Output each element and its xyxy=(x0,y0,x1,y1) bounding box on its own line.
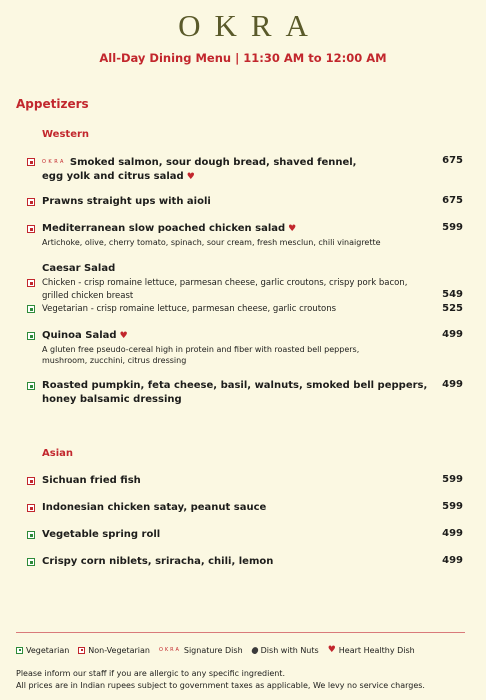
legend-label: Signature Dish xyxy=(183,645,243,655)
caesar-chicken-price: 549 xyxy=(442,289,463,300)
legend-signature xyxy=(159,646,243,655)
non-veg-icon xyxy=(27,279,35,287)
heart-icon: ♥ xyxy=(119,331,128,341)
non-veg-icon xyxy=(27,198,35,206)
item-name-line2: egg yolk and citrus salad xyxy=(42,171,184,182)
item-name: Mediterranean slow poached chicken salad xyxy=(42,223,286,234)
footer-divider xyxy=(16,632,465,633)
item-description: Artichoke, olive, cherry tomato, spinach, sour cream, fresh mesclun, chili vinaigrette xyxy=(42,238,381,247)
veg-icon xyxy=(27,332,35,340)
caesar-chicken-line1: Chicken - crisp romaine lettuce, parmesan cheese, garlic croutons, crispy pork bacon, xyxy=(42,278,408,288)
non-veg-icon xyxy=(27,225,35,233)
non-veg-icon xyxy=(27,158,35,166)
brand-logo: OKRA xyxy=(178,8,322,43)
menu-subtitle: All-Day Dining Menu | 11:30 AM to 12:00 AM xyxy=(99,51,387,65)
item-description-line2: mushroom, zucchini, citrus dressing xyxy=(42,356,187,365)
item-name-line1: Roasted pumpkin, feta cheese, basil, walnuts, smoked bell peppers, xyxy=(42,380,428,391)
item-name: Caesar Salad xyxy=(42,263,116,274)
item-price: 499 xyxy=(442,555,463,566)
group-title-western: Western xyxy=(42,129,90,140)
legend-label: Dish with Nuts xyxy=(260,645,319,655)
legend-heart xyxy=(328,645,415,655)
legend-nuts xyxy=(252,646,319,655)
item-name: Sichuan fried fish xyxy=(42,475,141,486)
item-name: Prawns straight ups with aioli xyxy=(42,196,211,207)
item-price: 675 xyxy=(442,155,463,166)
item-description-line1: A gluten free pseudo-cereal high in protein and fiber with roasted bell peppers, xyxy=(42,345,360,354)
veg-icon xyxy=(27,305,35,313)
signature-dish-icon: OKRA xyxy=(42,159,66,165)
item-price: 499 xyxy=(442,329,463,340)
allergy-note: Please inform our staff if you are allergic to any specific ingredient. xyxy=(16,669,285,678)
non-veg-icon xyxy=(78,647,85,654)
item-name: Crispy corn niblets, sriracha, chili, lemon xyxy=(42,556,274,567)
item-name-line2: honey balsamic dressing xyxy=(42,394,182,405)
group-title-asian: Asian xyxy=(42,448,73,459)
caesar-veg-line: Vegetarian - crisp romaine lettuce, parmesan cheese, garlic croutons xyxy=(42,304,337,314)
item-name: Quinoa Salad xyxy=(42,330,117,341)
item-price: 599 xyxy=(442,474,463,485)
item-price: 499 xyxy=(442,379,463,390)
veg-icon xyxy=(27,382,35,390)
item-name: Indonesian chicken satay, peanut sauce xyxy=(42,502,267,513)
legend-non-vegetarian xyxy=(78,646,150,655)
non-veg-icon xyxy=(27,477,35,485)
item-price: 499 xyxy=(442,528,463,539)
caesar-veg-price: 525 xyxy=(442,303,463,314)
heart-icon: ♥ xyxy=(327,645,336,655)
nut-icon xyxy=(250,645,259,654)
veg-icon xyxy=(27,558,35,566)
item-price: 675 xyxy=(442,195,463,206)
signature-dish-icon: OKRA xyxy=(158,647,181,653)
legend-label: Heart Healthy Dish xyxy=(338,645,415,655)
legend-vegetarian xyxy=(16,646,69,655)
caesar-chicken-line2: grilled chicken breast xyxy=(42,291,134,301)
legend-label: Non-Vegetarian xyxy=(88,645,150,655)
prices-note: All prices are in Indian rupees subject to government taxes as applicable, We levy no service charges. xyxy=(16,681,425,690)
veg-icon xyxy=(16,647,23,654)
heart-icon: ♥ xyxy=(288,224,297,234)
legend xyxy=(16,645,415,655)
legend-label: Vegetarian xyxy=(26,645,70,655)
heart-icon: ♥ xyxy=(186,172,195,182)
item-price: 599 xyxy=(442,222,463,233)
item-price: 599 xyxy=(442,501,463,512)
non-veg-icon xyxy=(27,504,35,512)
section-title: Appetizers xyxy=(16,97,89,111)
item-name: Vegetable spring roll xyxy=(42,529,161,540)
veg-icon xyxy=(27,531,35,539)
item-name-line1: Smoked salmon, sour dough bread, shaved fennel, xyxy=(69,157,357,168)
